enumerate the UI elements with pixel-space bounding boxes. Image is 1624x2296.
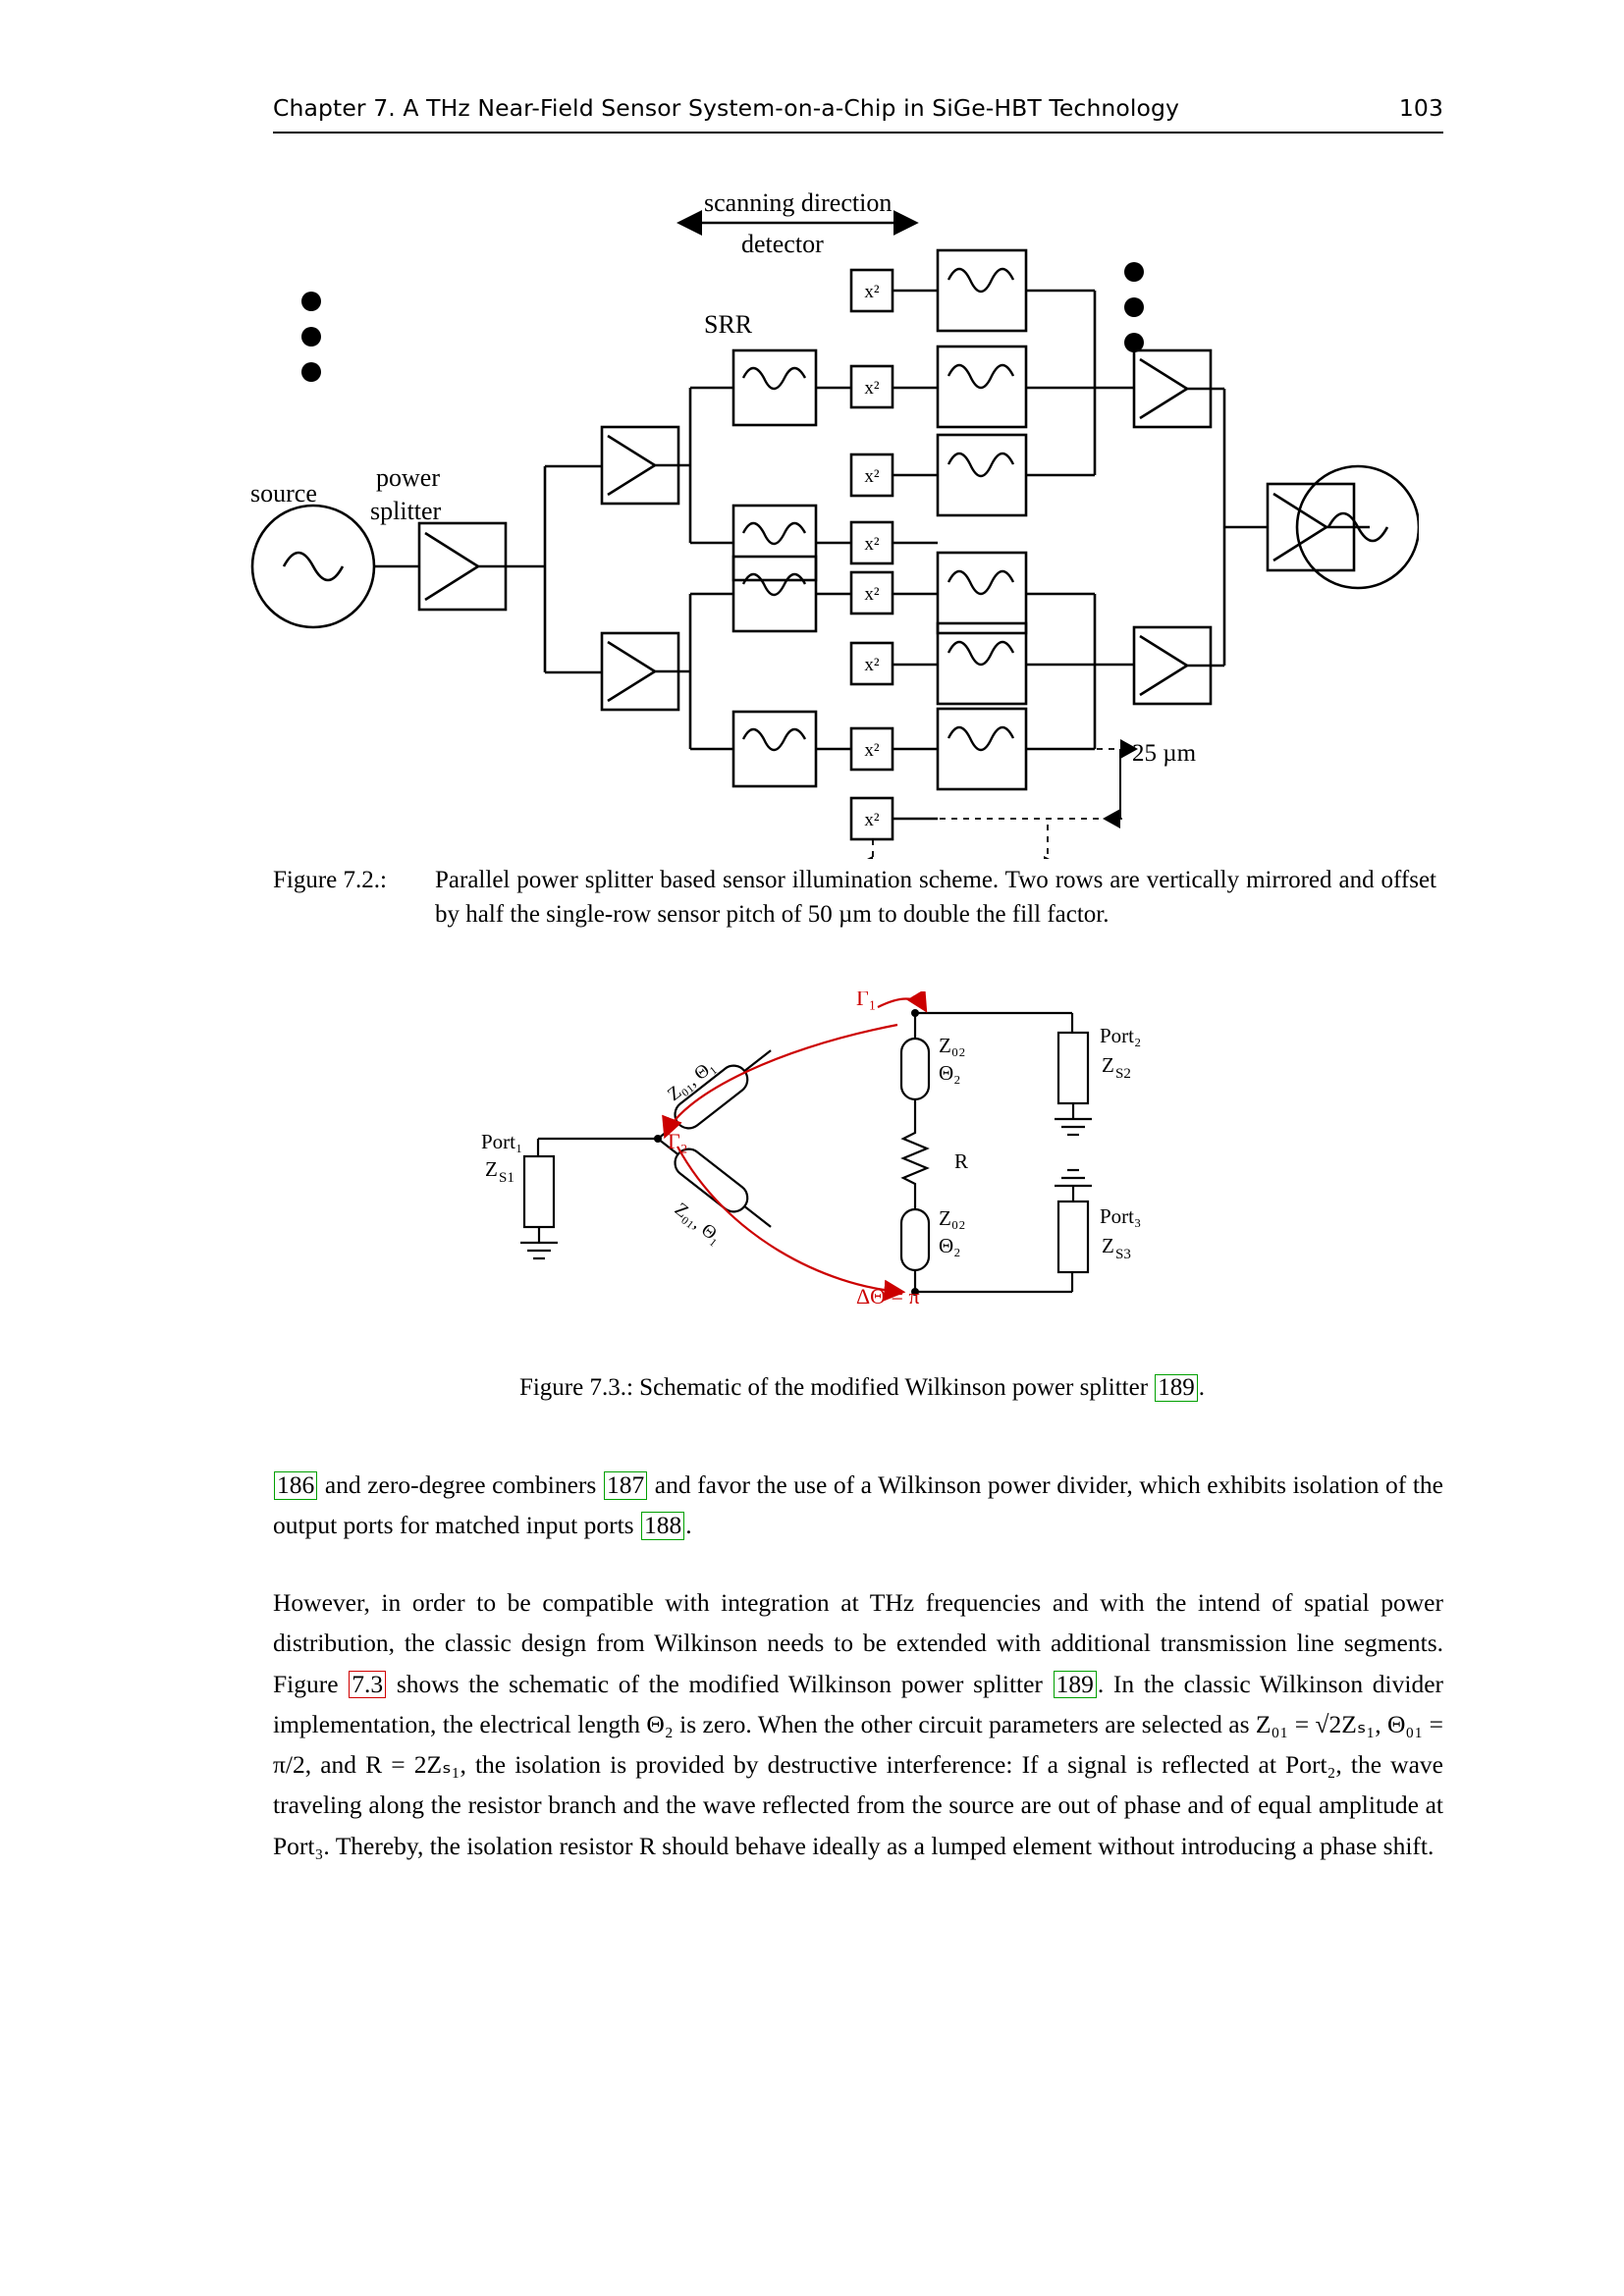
squarer-label: x² <box>864 655 880 675</box>
figure-7-3 <box>471 991 1218 1355</box>
squarer-label: x² <box>864 810 880 830</box>
label-zs1-sub: S1 <box>499 1170 514 1186</box>
label-z01-theta1-top: Z₀₁, Θ₁ <box>664 1055 720 1105</box>
label-port2: Port₂ <box>1100 1024 1142 1047</box>
label-zs2: Z <box>1102 1053 1114 1077</box>
figure-7-3-caption-text: Schematic of the modified Wilkinson power splitter <box>639 1374 1149 1401</box>
page-header <box>273 94 1443 122</box>
figure-reference-7-3[interactable]: 7.3 <box>349 1671 386 1699</box>
label-zs1: Z <box>485 1157 498 1181</box>
label-gamma1: Γ₁ <box>856 991 877 1010</box>
label-zs3: Z <box>1102 1234 1114 1257</box>
header-chapter-title: Chapter 7. A THz Near-Field Sensor System-on-a-Chip in SiGe-HBT Technology <box>273 94 1180 122</box>
body-paragraph-2 <box>273 1582 1443 1866</box>
page-number: 103 <box>1398 94 1443 122</box>
label-port1: Port₁ <box>481 1130 523 1153</box>
figure-7-3-caption-label: Figure 7.3.: <box>518 1374 633 1401</box>
citation-link-186[interactable]: 186 <box>274 1471 317 1500</box>
label-z02-bottom: Z₀₂ <box>939 1206 966 1230</box>
label-detector: detector <box>741 230 824 258</box>
paragraph1-text-3: . <box>685 1511 692 1540</box>
squarer-label: x² <box>864 534 880 555</box>
figure-7-3-svg <box>471 991 1218 1355</box>
label-z02-top: Z₀₂ <box>939 1034 966 1057</box>
label-power: power <box>376 463 440 492</box>
citation-link-189[interactable]: 189 <box>1155 1374 1198 1402</box>
citation-link-189-body[interactable]: 189 <box>1054 1671 1097 1699</box>
figure-7-2-caption-label: Figure 7.2.: <box>273 867 387 893</box>
figure-7-2 <box>250 182 1419 859</box>
label-splitter: splitter <box>370 497 442 525</box>
label-theta2-top: Θ₂ <box>939 1061 961 1085</box>
label-srr: SRR <box>704 310 753 339</box>
header-rule <box>273 132 1443 133</box>
squarer-label: x² <box>864 740 880 761</box>
figure-7-2-caption <box>273 864 1451 932</box>
label-source: source <box>250 479 317 507</box>
squarer-label: x² <box>864 378 880 399</box>
label-z01-theta1-bottom: Z₀₁, Θ₁ <box>670 1199 726 1249</box>
figure-7-2-svg <box>250 182 1419 859</box>
label-scanning-direction: scanning direction <box>704 188 893 217</box>
squarer-label: x² <box>864 584 880 605</box>
label-dim-vertical: 25 µm <box>1132 740 1197 767</box>
paragraph2-text-1: However, in order to be compatible with integration at THz frequencies and with the intend of spatial power distribution, the classic design from Wilkinson needs to be extended with additional transmission line segments. Figure <box>273 1588 1443 1698</box>
paragraph1-text-2: and favor the use of a Wilkinson power divider, which exhibits isolation of the output ports for matched input ports <box>273 1470 1444 1540</box>
paragraph2-text-3: . In the classic Wilkinson divider implementation, the electrical length Θ₂ is zero. When the other circuit parameters are selected as Z₀₁ = √2Zₛ₁, Θ₀₁ = π/2, and R = 2Zₛ₁, the isolation is provided by destructive interference: If a signal is reflected at Port₂, the wave traveling along the resistor branch and the wave reflected from the source are out of phase and of equal amplitude at Port₃. Thereby, the isolation resistor R should behave ideally as a lumped element without introducing a phase shift. <box>273 1669 1444 1860</box>
label-zs2-sub: S2 <box>1115 1066 1131 1082</box>
label-port3: Port₃ <box>1100 1204 1142 1228</box>
body-paragraph-1 <box>273 1465 1443 1546</box>
squarer-label: x² <box>864 466 880 487</box>
label-delta-theta: ΔΘ = π <box>856 1284 920 1308</box>
figure-7-3-caption <box>273 1374 1451 1402</box>
label-zs3-sub: S3 <box>1115 1247 1131 1262</box>
figure-7-2-caption-text: Parallel power splitter based sensor illumination scheme. Two rows are vertically mirrored and offset by half the single-row sensor pitch of 50 µm to double the fill factor. <box>435 867 1436 928</box>
figure-7-3-caption-period: . <box>1198 1374 1206 1401</box>
paragraph2-text-2: shows the schematic of the modified Wilkinson power splitter <box>387 1669 1053 1698</box>
label-gamma2: Γ₂ <box>668 1129 688 1153</box>
label-theta2-bottom: Θ₂ <box>939 1234 961 1257</box>
paragraph1-text-1: and zero-degree combiners <box>318 1470 603 1499</box>
label-resistor-r: R <box>954 1149 969 1173</box>
citation-link-187[interactable]: 187 <box>604 1471 647 1500</box>
citation-link-188[interactable]: 188 <box>641 1512 684 1540</box>
squarer-label: x² <box>864 282 880 302</box>
